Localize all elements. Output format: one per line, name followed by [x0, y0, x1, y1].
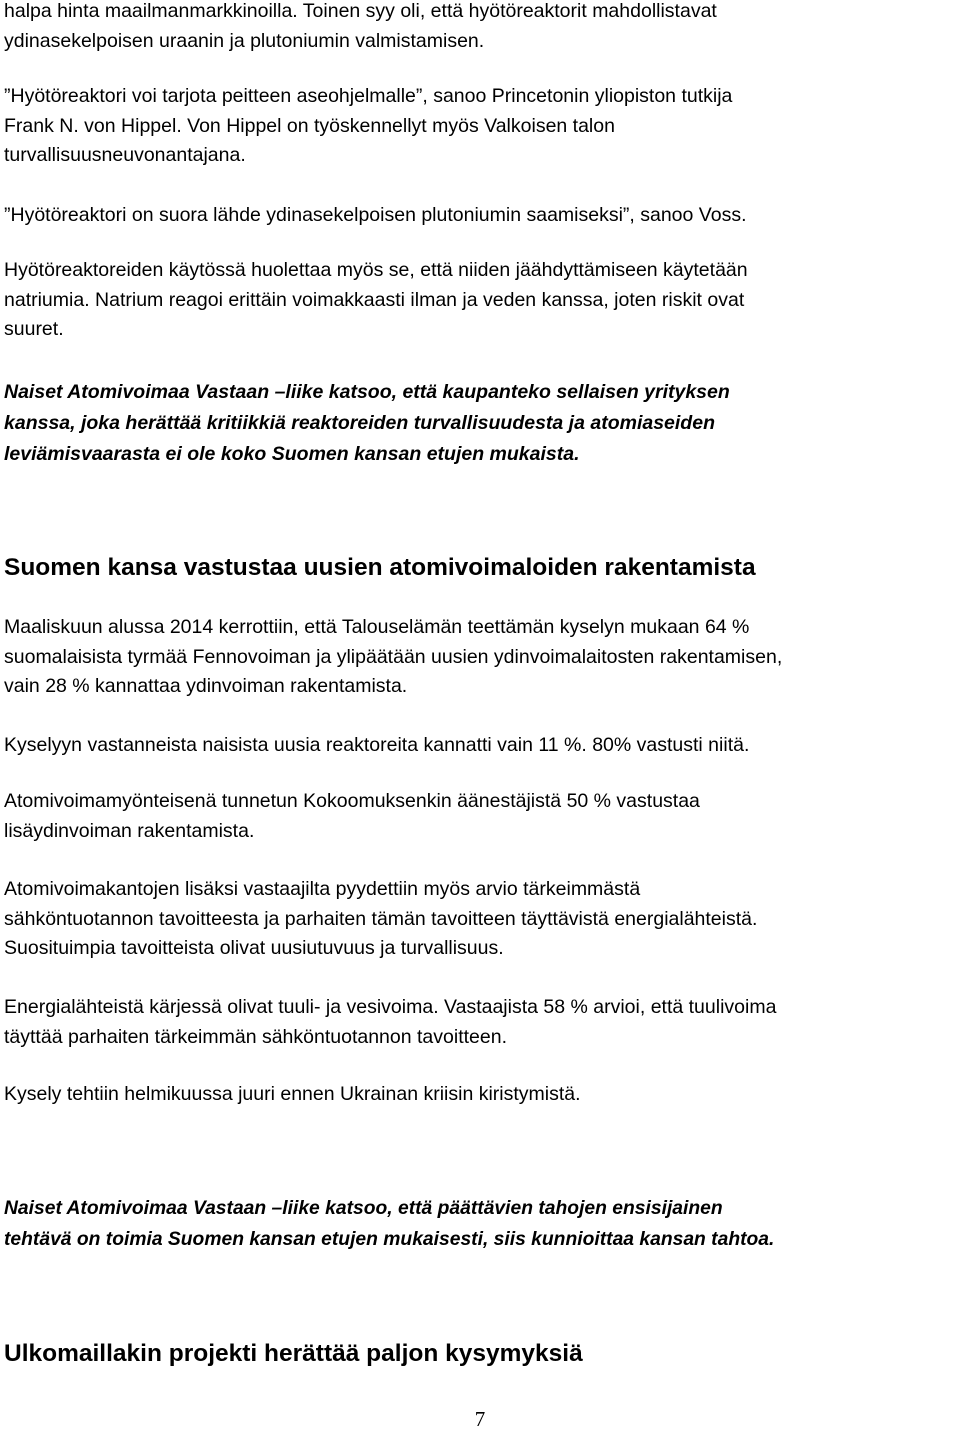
paragraph-voss-quote: ”Hyötöreaktori on suora lähde ydinasekelpoisen plutoniumin saamiseksi”, sanoo Voss. — [4, 204, 747, 226]
paragraph-poll-results: Maaliskuun alussa 2014 kerrottiin, että Talouselämän teettämän kyselyn mukaan 64 % suomalaisista tyrmää Fennovoiman ja ylipäätään uusien ydinvoimalaitosten rakentamisen, vain 28 % kannattaa ydinvoiman rakentamista. — [4, 616, 783, 698]
paragraph-kokoomus-voters: Atomivoimamyönteisenä tunnetun Kokoomuksenkin äänestäjistä 50 % vastustaa lisäydinvoiman rakentamista. — [4, 790, 700, 842]
paragraph-women-poll: Kyselyyn vastanneista naisista uusia reaktoreita kannatti vain 11 %. 80% vastusti niitä. — [4, 734, 750, 756]
paragraph-energy-sources: Energialähteistä kärjessä olivat tuuli- ja vesivoima. Vastaajista 58 % arvioi, että tuulivoima täyttää parhaiten tärkeimmän sähköntuotannon tavoitteen. — [4, 996, 777, 1048]
heading-public-opposition: Suomen kansa vastustaa uusien atomivoimaloiden rakentamista — [4, 554, 756, 581]
paragraph-breeder-reasons: halpa hinta maailmanmarkkinoilla. Toinen syy oli, että hyötöreaktorit mahdollistavat ydinasekelpoisen uraanin ja plutoniumin valmistamisen. — [4, 0, 717, 52]
paragraph-von-hippel-quote: ”Hyötöreaktori voi tarjota peitteen aseohjelmalle”, sanoo Princetonin yliopiston tutkija Frank N. von Hippel. Von Hippel on työskennellyt myös Valkoisen talon turvallisuusneuvonantajana. — [4, 85, 733, 167]
statement-trade-criticism: Naiset Atomivoimaa Vastaan –liike katsoo, että kaupanteko sellaisen yrityksen kanssa, joka herättää kritiikkiä reaktoreiden turvallisuudesta ja atomiaseiden leviämisvaarasta ei ole koko Suomen kansan etujen mukaista. — [4, 381, 730, 465]
heading-abroad-questions: Ulkomaillakin projekti herättää paljon kysymyksiä — [4, 1340, 583, 1367]
page-number: 7 — [474, 1407, 486, 1431]
statement-respect-will: Naiset Atomivoimaa Vastaan –liike katsoo, että päättävien tahojen ensisijainen tehtävä on toimia Suomen kansan etujen mukaisesti, siis kunnioittaa kansan tahtoa. — [4, 1198, 775, 1250]
paragraph-poll-timing: Kysely tehtiin helmikuussa juuri ennen Ukrainan kriisin kiristymistä. — [4, 1083, 581, 1105]
paragraph-energy-goals: Atomivoimakantojen lisäksi vastaajilta pyydettiin myös arvio tärkeimmästä sähköntuotannon tavoitteesta ja parhaiten tämän tavoitteen täyttävistä energialähteistä. Suosituimpia tavoitteista olivat uusiutuvuus ja turvallisuus. — [4, 878, 758, 960]
paragraph-sodium-risk: Hyötöreaktoreiden käytössä huolettaa myös se, että niiden jäähdyttämiseen käytetään natriumia. Natrium reagoi erittäin voimakkaasti ilman ja veden kanssa, joten riskit ovat suuret. — [4, 259, 748, 341]
